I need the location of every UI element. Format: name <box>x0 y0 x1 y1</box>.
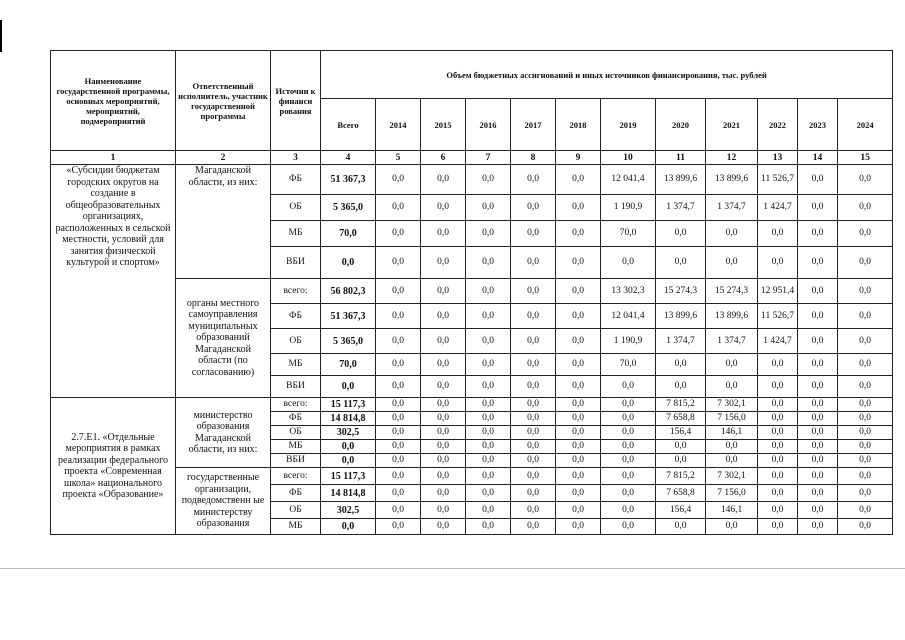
value-cell: 0,0 <box>656 354 706 376</box>
total-cell: 0,0 <box>321 376 376 398</box>
value-cell: 0,0 <box>838 398 893 412</box>
total-cell: 5 365,0 <box>321 195 376 221</box>
value-cell: 0,0 <box>706 519 758 535</box>
column-number: 7 <box>466 151 511 165</box>
value-cell: 0,0 <box>466 165 511 195</box>
value-cell: 0,0 <box>376 398 421 412</box>
value-cell: 0,0 <box>556 519 601 535</box>
source-cell: ОБ <box>271 329 321 354</box>
value-cell: 0,0 <box>376 354 421 376</box>
source-cell: всего: <box>271 279 321 304</box>
table-body <box>51 165 893 535</box>
column-number: 6 <box>421 151 466 165</box>
value-cell: 1 374,7 <box>706 195 758 221</box>
header-year: 2020 <box>656 99 706 151</box>
column-number: 8 <box>511 151 556 165</box>
value-cell: 0,0 <box>758 454 798 468</box>
value-cell: 0,0 <box>511 502 556 519</box>
value-cell: 0,0 <box>798 304 838 329</box>
total-cell: 14 814,8 <box>321 485 376 502</box>
value-cell: 0,0 <box>656 454 706 468</box>
total-cell: 0,0 <box>321 519 376 535</box>
value-cell: 0,0 <box>421 454 466 468</box>
value-cell: 0,0 <box>798 195 838 221</box>
value-cell: 0,0 <box>511 195 556 221</box>
value-cell: 0,0 <box>511 440 556 454</box>
value-cell: 0,0 <box>758 221 798 247</box>
column-number: 11 <box>656 151 706 165</box>
value-cell: 0,0 <box>798 454 838 468</box>
value-cell: 0,0 <box>601 519 656 535</box>
value-cell: 0,0 <box>601 398 656 412</box>
value-cell: 0,0 <box>421 221 466 247</box>
table-row <box>51 468 893 485</box>
value-cell: 1 374,7 <box>656 195 706 221</box>
value-cell: 0,0 <box>656 519 706 535</box>
value-cell: 0,0 <box>706 221 758 247</box>
total-cell: 302,5 <box>321 426 376 440</box>
source-cell: ФБ <box>271 304 321 329</box>
source-cell: ФБ <box>271 412 321 426</box>
column-number: 5 <box>376 151 421 165</box>
total-cell: 0,0 <box>321 440 376 454</box>
value-cell: 0,0 <box>511 485 556 502</box>
value-cell: 7 658,8 <box>656 485 706 502</box>
column-number-row <box>51 151 893 165</box>
table-row <box>51 398 893 412</box>
source-cell: ФБ <box>271 165 321 195</box>
value-cell: 0,0 <box>706 247 758 279</box>
value-cell: 0,0 <box>556 440 601 454</box>
value-cell: 0,0 <box>656 376 706 398</box>
value-cell: 0,0 <box>758 247 798 279</box>
value-cell: 0,0 <box>798 502 838 519</box>
program-name-cell: 2.7.Е1. «Отдельные мероприятия в рамках реализации федерального проекта «Современная школа» национального проекта «Образование» <box>51 398 176 535</box>
value-cell: 0,0 <box>758 440 798 454</box>
value-cell: 0,0 <box>838 376 893 398</box>
total-cell: 0,0 <box>321 247 376 279</box>
value-cell: 0,0 <box>466 304 511 329</box>
value-cell: 0,0 <box>601 454 656 468</box>
value-cell: 0,0 <box>798 485 838 502</box>
value-cell: 0,0 <box>466 440 511 454</box>
value-cell: 0,0 <box>376 485 421 502</box>
value-cell: 0,0 <box>376 165 421 195</box>
value-cell: 0,0 <box>838 502 893 519</box>
value-cell: 0,0 <box>838 165 893 195</box>
value-cell: 0,0 <box>511 329 556 354</box>
value-cell: 0,0 <box>798 165 838 195</box>
value-cell: 1 424,7 <box>758 329 798 354</box>
value-cell: 0,0 <box>601 485 656 502</box>
source-cell: МБ <box>271 221 321 247</box>
value-cell: 0,0 <box>601 468 656 485</box>
program-name-cell: «Субсидии бюджетам городских округов на создание в общеобразовательных организациях, расположенных в сельской местности, условий для занятия физической культурой и спортом» <box>51 165 176 398</box>
value-cell: 0,0 <box>838 468 893 485</box>
value-cell: 7 302,1 <box>706 468 758 485</box>
value-cell: 0,0 <box>798 279 838 304</box>
executor-cell: органы местного самоуправления муниципальных образований Магаданской области (по согласованию) <box>176 279 271 398</box>
source-cell: МБ <box>271 354 321 376</box>
value-cell: 0,0 <box>421 440 466 454</box>
value-cell: 0,0 <box>706 454 758 468</box>
value-cell: 0,0 <box>758 376 798 398</box>
value-cell: 0,0 <box>838 440 893 454</box>
value-cell: 12 041,4 <box>601 304 656 329</box>
value-cell: 0,0 <box>376 329 421 354</box>
value-cell: 70,0 <box>601 354 656 376</box>
value-cell: 146,1 <box>706 502 758 519</box>
table-row <box>51 165 893 195</box>
value-cell: 0,0 <box>556 454 601 468</box>
value-cell: 0,0 <box>376 502 421 519</box>
value-cell: 0,0 <box>798 519 838 535</box>
value-cell: 0,0 <box>556 304 601 329</box>
value-cell: 13 302,3 <box>601 279 656 304</box>
budget-table <box>50 50 893 535</box>
value-cell: 12 041,4 <box>601 165 656 195</box>
value-cell: 0,0 <box>798 329 838 354</box>
source-cell: ФБ <box>271 485 321 502</box>
value-cell: 0,0 <box>511 247 556 279</box>
value-cell: 146,1 <box>706 426 758 440</box>
source-cell: ВБИ <box>271 376 321 398</box>
value-cell: 0,0 <box>556 468 601 485</box>
column-number: 1 <box>51 151 176 165</box>
column-number: 14 <box>798 151 838 165</box>
value-cell: 0,0 <box>421 354 466 376</box>
value-cell: 0,0 <box>376 454 421 468</box>
value-cell: 0,0 <box>798 468 838 485</box>
value-cell: 0,0 <box>466 354 511 376</box>
header-year: 2018 <box>556 99 601 151</box>
value-cell: 12 951,4 <box>758 279 798 304</box>
value-cell: 15 274,3 <box>656 279 706 304</box>
value-cell: 0,0 <box>601 247 656 279</box>
value-cell: 0,0 <box>466 398 511 412</box>
header-program-name: Наименование государственной программы, основных мероприятий, мероприятий, подмероприятий <box>51 51 176 151</box>
value-cell: 0,0 <box>511 468 556 485</box>
value-cell: 0,0 <box>838 304 893 329</box>
value-cell: 0,0 <box>421 468 466 485</box>
value-cell: 1 190,9 <box>601 329 656 354</box>
total-cell: 56 802,3 <box>321 279 376 304</box>
value-cell: 0,0 <box>421 412 466 426</box>
value-cell: 0,0 <box>798 398 838 412</box>
value-cell: 0,0 <box>466 221 511 247</box>
value-cell: 0,0 <box>758 502 798 519</box>
value-cell: 0,0 <box>758 398 798 412</box>
header-year: 2014 <box>376 99 421 151</box>
value-cell: 0,0 <box>656 247 706 279</box>
value-cell: 0,0 <box>758 354 798 376</box>
value-cell: 0,0 <box>376 304 421 329</box>
value-cell: 0,0 <box>466 279 511 304</box>
value-cell: 0,0 <box>511 221 556 247</box>
value-cell: 0,0 <box>838 426 893 440</box>
value-cell: 0,0 <box>838 454 893 468</box>
value-cell: 0,0 <box>511 412 556 426</box>
page-bottom-rule <box>0 568 905 569</box>
value-cell: 0,0 <box>376 519 421 535</box>
value-cell: 0,0 <box>758 426 798 440</box>
header-year: 2019 <box>601 99 656 151</box>
value-cell: 0,0 <box>421 485 466 502</box>
value-cell: 0,0 <box>838 519 893 535</box>
source-cell: ОБ <box>271 195 321 221</box>
value-cell: 13 899,6 <box>706 304 758 329</box>
value-cell: 0,0 <box>556 376 601 398</box>
column-number: 12 <box>706 151 758 165</box>
source-cell: МБ <box>271 519 321 535</box>
value-cell: 1 190,9 <box>601 195 656 221</box>
executor-cell: государственные организации, подведомственн ые министерству образования <box>176 468 271 535</box>
value-cell: 0,0 <box>556 354 601 376</box>
value-cell: 0,0 <box>421 519 466 535</box>
value-cell: 0,0 <box>838 247 893 279</box>
value-cell: 0,0 <box>838 354 893 376</box>
value-cell: 0,0 <box>838 195 893 221</box>
header-executor: Ответственный исполнитель, участник государственной программы <box>176 51 271 151</box>
value-cell: 0,0 <box>376 279 421 304</box>
value-cell: 0,0 <box>758 468 798 485</box>
value-cell: 13 899,6 <box>706 165 758 195</box>
value-cell: 0,0 <box>656 221 706 247</box>
header-year: 2015 <box>421 99 466 151</box>
value-cell: 0,0 <box>601 376 656 398</box>
value-cell: 0,0 <box>601 440 656 454</box>
value-cell: 0,0 <box>838 412 893 426</box>
value-cell: 0,0 <box>556 195 601 221</box>
value-cell: 0,0 <box>556 247 601 279</box>
total-cell: 15 117,3 <box>321 468 376 485</box>
value-cell: 1 374,7 <box>656 329 706 354</box>
value-cell: 0,0 <box>798 354 838 376</box>
value-cell: 0,0 <box>758 412 798 426</box>
source-cell: МБ <box>271 440 321 454</box>
value-cell: 0,0 <box>511 398 556 412</box>
value-cell: 1 374,7 <box>706 329 758 354</box>
value-cell: 0,0 <box>466 195 511 221</box>
value-cell: 0,0 <box>376 440 421 454</box>
total-cell: 0,0 <box>321 454 376 468</box>
value-cell: 0,0 <box>556 412 601 426</box>
column-number: 10 <box>601 151 656 165</box>
value-cell: 0,0 <box>466 376 511 398</box>
value-cell: 0,0 <box>706 376 758 398</box>
source-cell: ОБ <box>271 426 321 440</box>
header-year: 2017 <box>511 99 556 151</box>
value-cell: 70,0 <box>601 221 656 247</box>
header-year: 2023 <box>798 99 838 151</box>
value-cell: 0,0 <box>421 304 466 329</box>
value-cell: 11 526,7 <box>758 304 798 329</box>
value-cell: 0,0 <box>556 221 601 247</box>
value-cell: 0,0 <box>601 426 656 440</box>
value-cell: 0,0 <box>466 502 511 519</box>
value-cell: 0,0 <box>421 195 466 221</box>
value-cell: 0,0 <box>556 426 601 440</box>
value-cell: 0,0 <box>376 195 421 221</box>
value-cell: 0,0 <box>466 454 511 468</box>
total-cell: 302,5 <box>321 502 376 519</box>
value-cell: 0,0 <box>601 502 656 519</box>
total-cell: 70,0 <box>321 221 376 247</box>
value-cell: 0,0 <box>511 426 556 440</box>
total-cell: 14 814,8 <box>321 412 376 426</box>
column-number: 3 <box>271 151 321 165</box>
header-source: Источни к финанси рования <box>271 51 321 151</box>
value-cell: 0,0 <box>798 440 838 454</box>
value-cell: 0,0 <box>466 412 511 426</box>
value-cell: 0,0 <box>758 519 798 535</box>
value-cell: 0,0 <box>556 329 601 354</box>
value-cell: 0,0 <box>556 279 601 304</box>
value-cell: 0,0 <box>466 468 511 485</box>
value-cell: 0,0 <box>838 279 893 304</box>
value-cell: 0,0 <box>376 247 421 279</box>
value-cell: 0,0 <box>798 221 838 247</box>
column-number: 9 <box>556 151 601 165</box>
page-edge-mark <box>0 20 2 52</box>
value-cell: 0,0 <box>376 426 421 440</box>
value-cell: 0,0 <box>556 398 601 412</box>
value-cell: 13 899,6 <box>656 165 706 195</box>
header-year: 2016 <box>466 99 511 151</box>
column-number: 15 <box>838 151 893 165</box>
value-cell: 0,0 <box>421 376 466 398</box>
value-cell: 0,0 <box>798 376 838 398</box>
value-cell: 0,0 <box>511 165 556 195</box>
table-row <box>51 279 893 304</box>
value-cell: 0,0 <box>511 376 556 398</box>
value-cell: 0,0 <box>466 247 511 279</box>
header-year: 2022 <box>758 99 798 151</box>
value-cell: 0,0 <box>656 440 706 454</box>
value-cell: 0,0 <box>511 354 556 376</box>
total-cell: 15 117,3 <box>321 398 376 412</box>
value-cell: 13 899,6 <box>656 304 706 329</box>
total-cell: 5 365,0 <box>321 329 376 354</box>
header-volume: Объем бюджетных ассигнований и иных источников финансирования, тыс. рублей <box>321 51 893 99</box>
value-cell: 156,4 <box>656 426 706 440</box>
value-cell: 0,0 <box>758 485 798 502</box>
value-cell: 1 424,7 <box>758 195 798 221</box>
value-cell: 0,0 <box>798 412 838 426</box>
value-cell: 11 526,7 <box>758 165 798 195</box>
value-cell: 0,0 <box>511 279 556 304</box>
total-cell: 70,0 <box>321 354 376 376</box>
value-cell: 0,0 <box>466 426 511 440</box>
value-cell: 0,0 <box>601 412 656 426</box>
value-cell: 0,0 <box>556 485 601 502</box>
value-cell: 0,0 <box>421 502 466 519</box>
value-cell: 0,0 <box>421 165 466 195</box>
value-cell: 7 302,1 <box>706 398 758 412</box>
source-cell: ОБ <box>271 502 321 519</box>
value-cell: 0,0 <box>798 426 838 440</box>
value-cell: 7 658,8 <box>656 412 706 426</box>
value-cell: 0,0 <box>511 454 556 468</box>
total-cell: 51 367,3 <box>321 165 376 195</box>
value-cell: 0,0 <box>838 221 893 247</box>
value-cell: 0,0 <box>376 468 421 485</box>
header-row-1 <box>51 51 893 99</box>
total-cell: 51 367,3 <box>321 304 376 329</box>
value-cell: 0,0 <box>466 485 511 502</box>
value-cell: 0,0 <box>421 329 466 354</box>
value-cell: 0,0 <box>421 426 466 440</box>
value-cell: 0,0 <box>511 519 556 535</box>
value-cell: 7 156,0 <box>706 485 758 502</box>
header-year: 2021 <box>706 99 758 151</box>
value-cell: 0,0 <box>706 354 758 376</box>
header-total: Всего <box>321 99 376 151</box>
value-cell: 7 815,2 <box>656 468 706 485</box>
value-cell: 7 815,2 <box>656 398 706 412</box>
value-cell: 0,0 <box>466 329 511 354</box>
value-cell: 0,0 <box>556 165 601 195</box>
value-cell: 0,0 <box>376 412 421 426</box>
executor-cell: Магаданской области, из них: <box>176 165 271 279</box>
header-year: 2024 <box>838 99 893 151</box>
executor-cell: министерство образования Магаданской области, из них: <box>176 398 271 468</box>
value-cell: 0,0 <box>556 502 601 519</box>
value-cell: 0,0 <box>421 398 466 412</box>
source-cell: всего: <box>271 398 321 412</box>
value-cell: 0,0 <box>421 247 466 279</box>
source-cell: ВБИ <box>271 247 321 279</box>
value-cell: 0,0 <box>511 304 556 329</box>
value-cell: 0,0 <box>421 279 466 304</box>
column-number: 4 <box>321 151 376 165</box>
value-cell: 0,0 <box>706 440 758 454</box>
value-cell: 15 274,3 <box>706 279 758 304</box>
value-cell: 0,0 <box>376 221 421 247</box>
column-number: 13 <box>758 151 798 165</box>
value-cell: 7 156,0 <box>706 412 758 426</box>
value-cell: 0,0 <box>798 247 838 279</box>
source-cell: ВБИ <box>271 454 321 468</box>
value-cell: 0,0 <box>466 519 511 535</box>
source-cell: всего: <box>271 468 321 485</box>
value-cell: 156,4 <box>656 502 706 519</box>
value-cell: 0,0 <box>838 329 893 354</box>
value-cell: 0,0 <box>838 485 893 502</box>
column-number: 2 <box>176 151 271 165</box>
value-cell: 0,0 <box>376 376 421 398</box>
